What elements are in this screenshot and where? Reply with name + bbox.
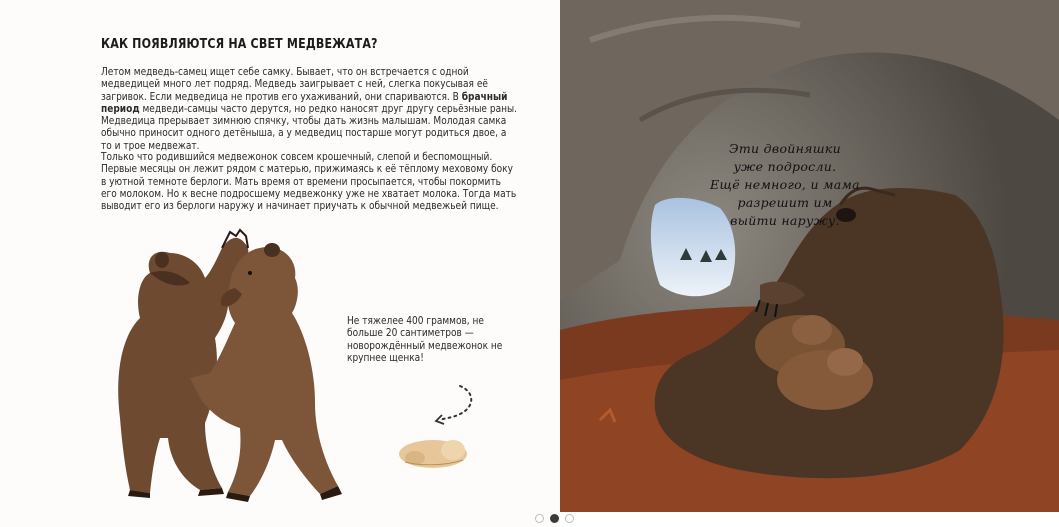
paragraph-mating [101, 66, 519, 152]
fighting-bears-illustration [110, 228, 360, 503]
right-page-illustration [560, 0, 1059, 512]
dotted-arrow-icon [420, 382, 480, 427]
bold-term: брачный период [101, 89, 508, 115]
newborn-cub-illustration [395, 428, 475, 473]
bear-den-illustration [560, 0, 1059, 512]
pagination-dot-3[interactable] [565, 514, 574, 523]
pagination-dot-1[interactable] [535, 514, 544, 523]
pagination-dots [535, 514, 574, 523]
handwritten-note [710, 140, 860, 230]
note-line: Ещё немного, и мама [710, 177, 860, 192]
paragraph-newborn: Только что родившийся медвежонок совсем крошечный, слепой и беспомощный. Первые месяцы он лежит рядом с матерью, прижимаясь к её тёплому меховому боку в уютной темноте берлоги. Мать время от времени просыпается, чтобы покормить его молоком. Но к весне подросшему медвежонку уже не хватает молока. Тогда мать выводит его из берлоги наружу и начинает приучать к обычной медвежьей пище. [101, 150, 517, 213]
paragraph-text: медведи-самцы часто дерутся, но редко наносят друг другу серьёзные раны. Медведица прерывает зимнюю спячку, чтобы дать жизнь малышам. Молодая самка обычно приносит одного детёныша, а у медведиц постарше могут родиться двое, а то и трое медвежат. [101, 101, 517, 152]
note-line: разрешит им [737, 195, 833, 210]
note-line: выйти наружу. [730, 213, 840, 228]
cub-size-caption: Не тяжелее 400 граммов, не больше 20 сантиметров — новорождённый медвежонок не крупнее щенка! [347, 314, 503, 364]
paragraph-text: Летом медведь-самец ищет себе самку. Бывает, что он встречается с одной медведицей много лет подряд. Медведь заигрывает с ней, слегка покусывая её загривок. Если медведица не против его ухаживаний, они спариваются. В [101, 65, 488, 103]
note-line: уже подросли. [733, 159, 837, 174]
page-title: КАК ПОЯВЛЯЮТСЯ НА СВЕТ МЕДВЕЖАТА? [101, 36, 378, 52]
pagination-dot-2[interactable] [550, 514, 559, 523]
note-line: Эти двойняшки [729, 141, 841, 156]
